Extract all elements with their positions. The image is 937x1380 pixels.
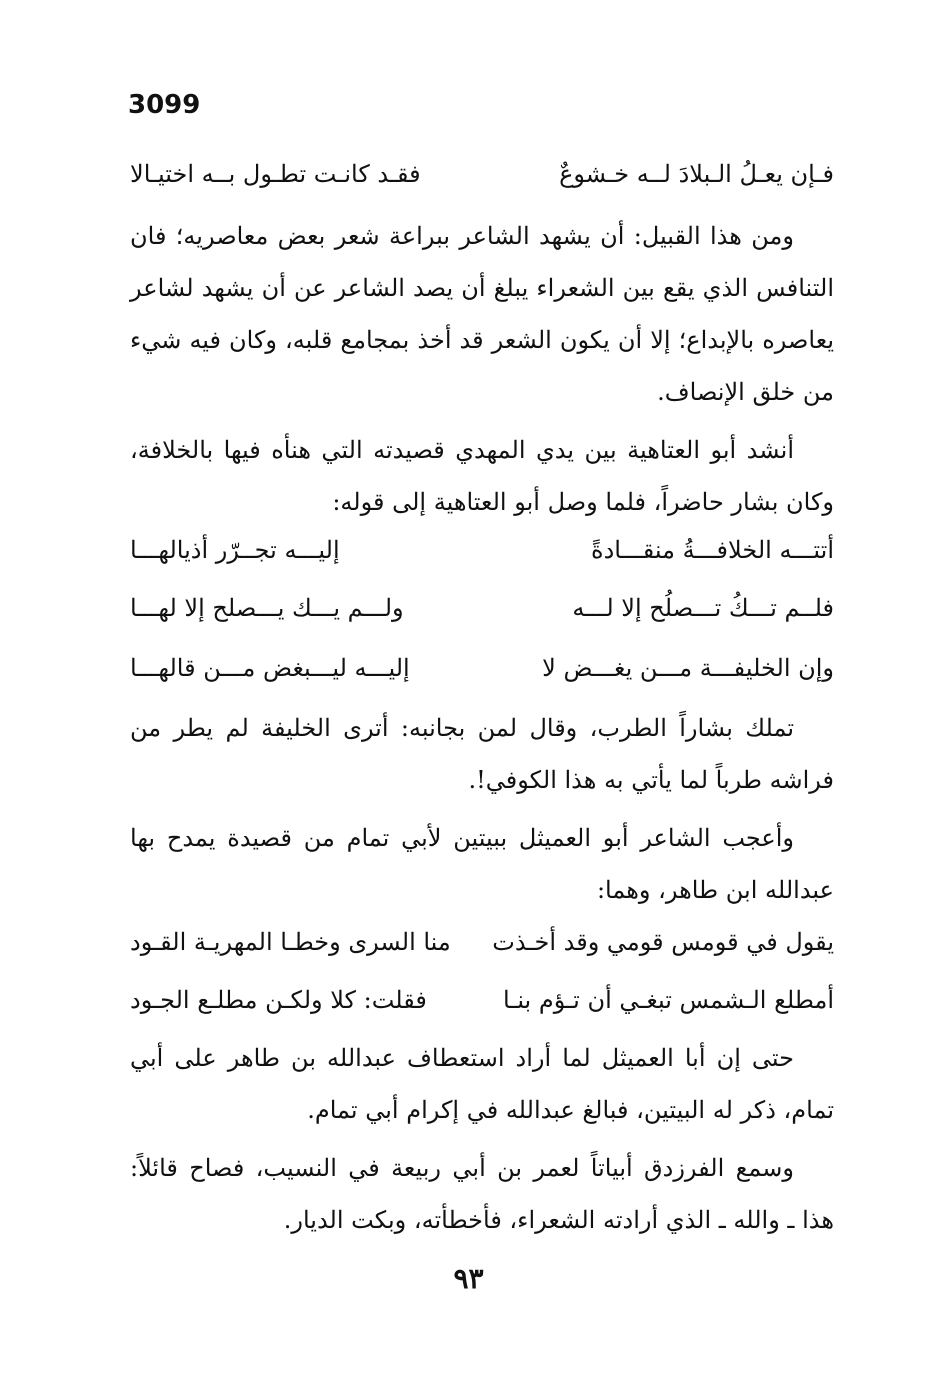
- page-id: 3099: [128, 90, 201, 120]
- paragraph: وأعجب الشاعر أبو العميثل ببيتين لأبي تمام من قصيدة يمدح بها عبدالله ابن طاهر، وهما:: [130, 824, 834, 904]
- page-number: ٩٣: [453, 1262, 484, 1295]
- verse-second-hemistich: إليـــه تجــرّر أذيالهـــا: [130, 536, 340, 564]
- verse-first-hemistich: فلــم تـــكُ تـــصلُح إلا لـــه: [572, 594, 834, 622]
- verse-second-hemistich: فقـد كانـت تطـول بــه اختيـالا: [130, 160, 421, 188]
- verse-second-hemistich: ولـــم يـــك يـــصلح إلا لهـــا: [130, 594, 404, 622]
- verse-line: [130, 642, 834, 694]
- paragraph: أنشد أبو العتاهية بين يدي المهدي قصيدته التي هنأه فيها بالخلافة، وكان بشار حاضراً، فلما وصل أبو العتاهية إلى قوله:: [130, 436, 834, 516]
- verse-line: [130, 148, 834, 200]
- text-block: [130, 210, 834, 528]
- verse-first-hemistich: فـإن يعـلُ الـبلادَ لــه خـشوعٌ: [559, 160, 834, 188]
- verse-line: [130, 974, 834, 1026]
- verse-line: [130, 524, 834, 576]
- text-block: [130, 1032, 834, 1246]
- paragraph: وسمع الفرزدق أبياتاً لعمر بن أبي ربيعة في النسيب، فصاح قائلاً: هذا ـ والله ـ الذي أرادته الشعراء، فأخطأته، وبكت الديار.: [130, 1154, 834, 1234]
- paragraph: ومن هذا القبيل: أن يشهد الشاعر ببراعة شعر بعض معاصريه؛ فان التنافس الذي يقع بين الشعراء يبلغ أن يصد الشاعر عن أن يشهد لشاعر يعاصره بالإبداع؛ إلا أن يكون الشعر قد أخذ بمجامع قلبه، وكان فيه شيء من خلق الإنصاف.: [130, 222, 834, 406]
- verse-first-hemistich: وإن الخليفـــة مـــن يغـــض لا: [542, 654, 834, 682]
- verse-first-hemistich: أمطلع الـشمس تبغـي أن تـؤم بنـا: [502, 986, 834, 1014]
- paragraph: تملك بشاراً الطرب، وقال لمن بجانبه: أترى الخليفة لم يطر من فراشه طرباً لما يأتي به هذا الكوفي!.: [130, 714, 834, 794]
- verse-second-hemistich: إليـــه ليـــبغض مـــن قالهـــا: [130, 654, 410, 682]
- verse-first-hemistich: يقول في قومس قومي وقد أخـذت: [492, 928, 834, 956]
- text-block: [130, 702, 834, 916]
- paragraph: حتى إن أبا العميثل لما أراد استعطاف عبدالله بن طاهر على أبي تمام، ذكر له البيتين، فبالغ عبدالله في إكرام أبي تمام.: [130, 1044, 834, 1124]
- verse-second-hemistich: فقلت: كلا ولكـن مطلـع الجـود: [130, 986, 427, 1014]
- verse-line: [130, 916, 834, 968]
- verse-first-hemistich: أتتـــه الخلافـــةُ منقـــادةً: [591, 536, 834, 564]
- verse-second-hemistich: منا السرى وخطـا المهريـة القـود: [130, 928, 451, 956]
- verse-line: [130, 582, 834, 634]
